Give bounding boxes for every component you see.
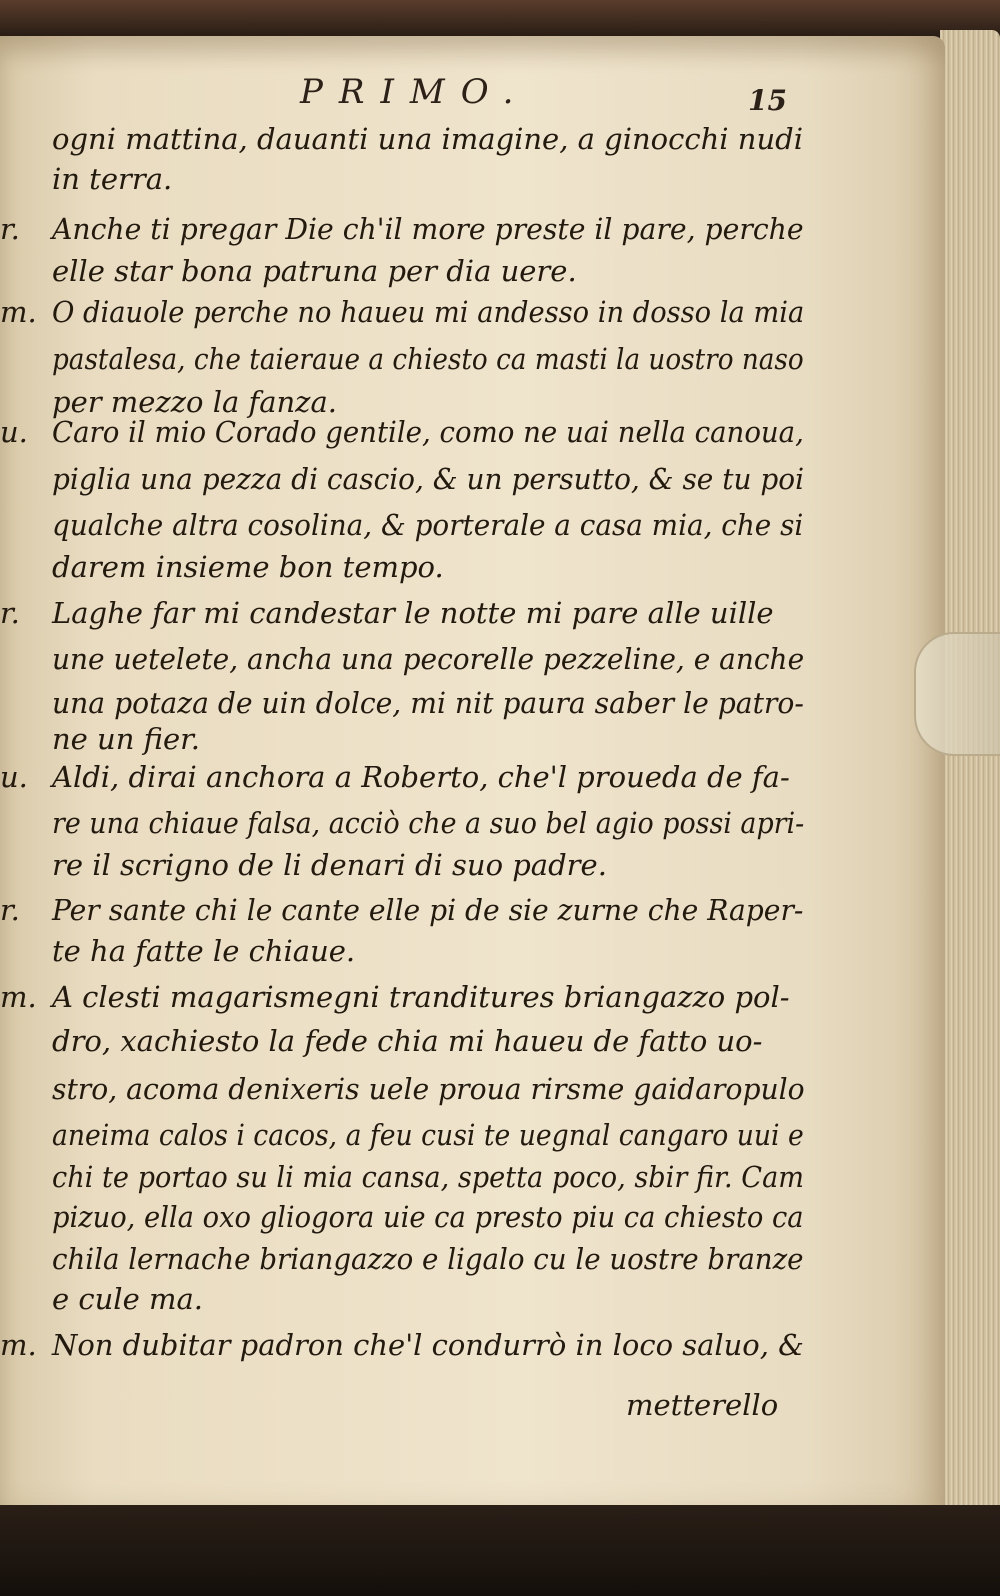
- text-line: pizuo, ella oxo gliogora uie ca presto piu ca chiesto ca: [52, 1200, 804, 1234]
- speaker-label: r.: [0, 893, 20, 927]
- text-line: re il scrigno de li denari di suo padre.: [52, 848, 607, 882]
- text-line: te ha fatte le chiaue.: [52, 934, 356, 968]
- text-line: une uetelete, ancha una pecorelle pezzeline, e anche: [52, 642, 805, 676]
- text-line: stro, acoma denixeris uele proua rirsme gaidaropulo: [52, 1072, 805, 1106]
- text-line: Caro il mio Corado gentile, como ne uai nella canoua,: [52, 415, 804, 449]
- speaker-label: u.: [0, 760, 28, 794]
- text-line: re una chiaue falsa, acciò che a suo bel agio possi apri-: [52, 806, 805, 840]
- text-line: pastalesa, che taieraue a chiesto ca masti la uostro naso: [52, 342, 804, 376]
- text-line: chila lernache briangazzo e ligalo cu le uostre branze: [52, 1242, 804, 1276]
- speaker-label: m.: [0, 295, 37, 329]
- text-line: dro, xachiesto la fede chia mi haueu de fatto uo-: [52, 1024, 763, 1058]
- text-line: una potaza de uin dolce, mi nit paura saber le patro-: [52, 686, 804, 720]
- book-cover-bottom: [0, 1505, 1000, 1596]
- speaker-label: u.: [0, 415, 28, 449]
- text-line: A clesti magarismegni tranditures briangazzo pol-: [52, 980, 790, 1014]
- speaker-label: m.: [0, 980, 37, 1014]
- text-line: qualche altra cosolina, & porterale a casa mia, che si: [52, 508, 804, 542]
- page-clip: [914, 632, 1000, 756]
- speaker-label: m.: [0, 1328, 37, 1362]
- speaker-label: r.: [0, 212, 20, 246]
- text-line: piglia una pezza di cascio, & un persutto, & se tu poi: [52, 462, 805, 496]
- text-line: e cule ma.: [52, 1282, 203, 1316]
- text-line: per mezzo la fanza.: [52, 385, 337, 419]
- speaker-label: r.: [0, 596, 20, 630]
- book-cover-top: [0, 0, 1000, 40]
- book-fore-edge: [940, 30, 1000, 1510]
- text-line: ogni mattina, dauanti una imagine, a ginocchi nudi: [52, 122, 803, 156]
- text-line: Aldi, dirai anchora a Roberto, che'l proueda de fa-: [52, 760, 790, 794]
- page-number: 15: [748, 84, 787, 117]
- catchword: metterello: [626, 1388, 779, 1422]
- text-line: chi te portao su li mia cansa, spetta poco, sbir fir. Cam: [52, 1160, 805, 1194]
- text-line: Non dubitar padron che'l condurrò in loco saluo, &: [52, 1328, 804, 1362]
- text-line: Anche ti pregar Die ch'il more preste il pare, perche: [52, 212, 804, 246]
- running-head: PRIMO.: [300, 72, 530, 112]
- text-line: Per sante chi le cante elle pi de sie zurne che Raper-: [52, 893, 804, 927]
- text-line: ne un fier.: [52, 722, 201, 756]
- text-line: Laghe far mi candestar le notte mi pare alle uille: [52, 596, 774, 630]
- text-line: in terra.: [52, 162, 173, 196]
- text-line: darem insieme bon tempo.: [52, 550, 444, 584]
- text-line: O diauole perche no haueu mi andesso in dosso la mia: [52, 295, 805, 329]
- text-line: elle star bona patruna per dia uere.: [52, 254, 577, 288]
- text-line: aneima calos i cacos, a feu cusi te uegnal cangaro uui e: [52, 1118, 804, 1152]
